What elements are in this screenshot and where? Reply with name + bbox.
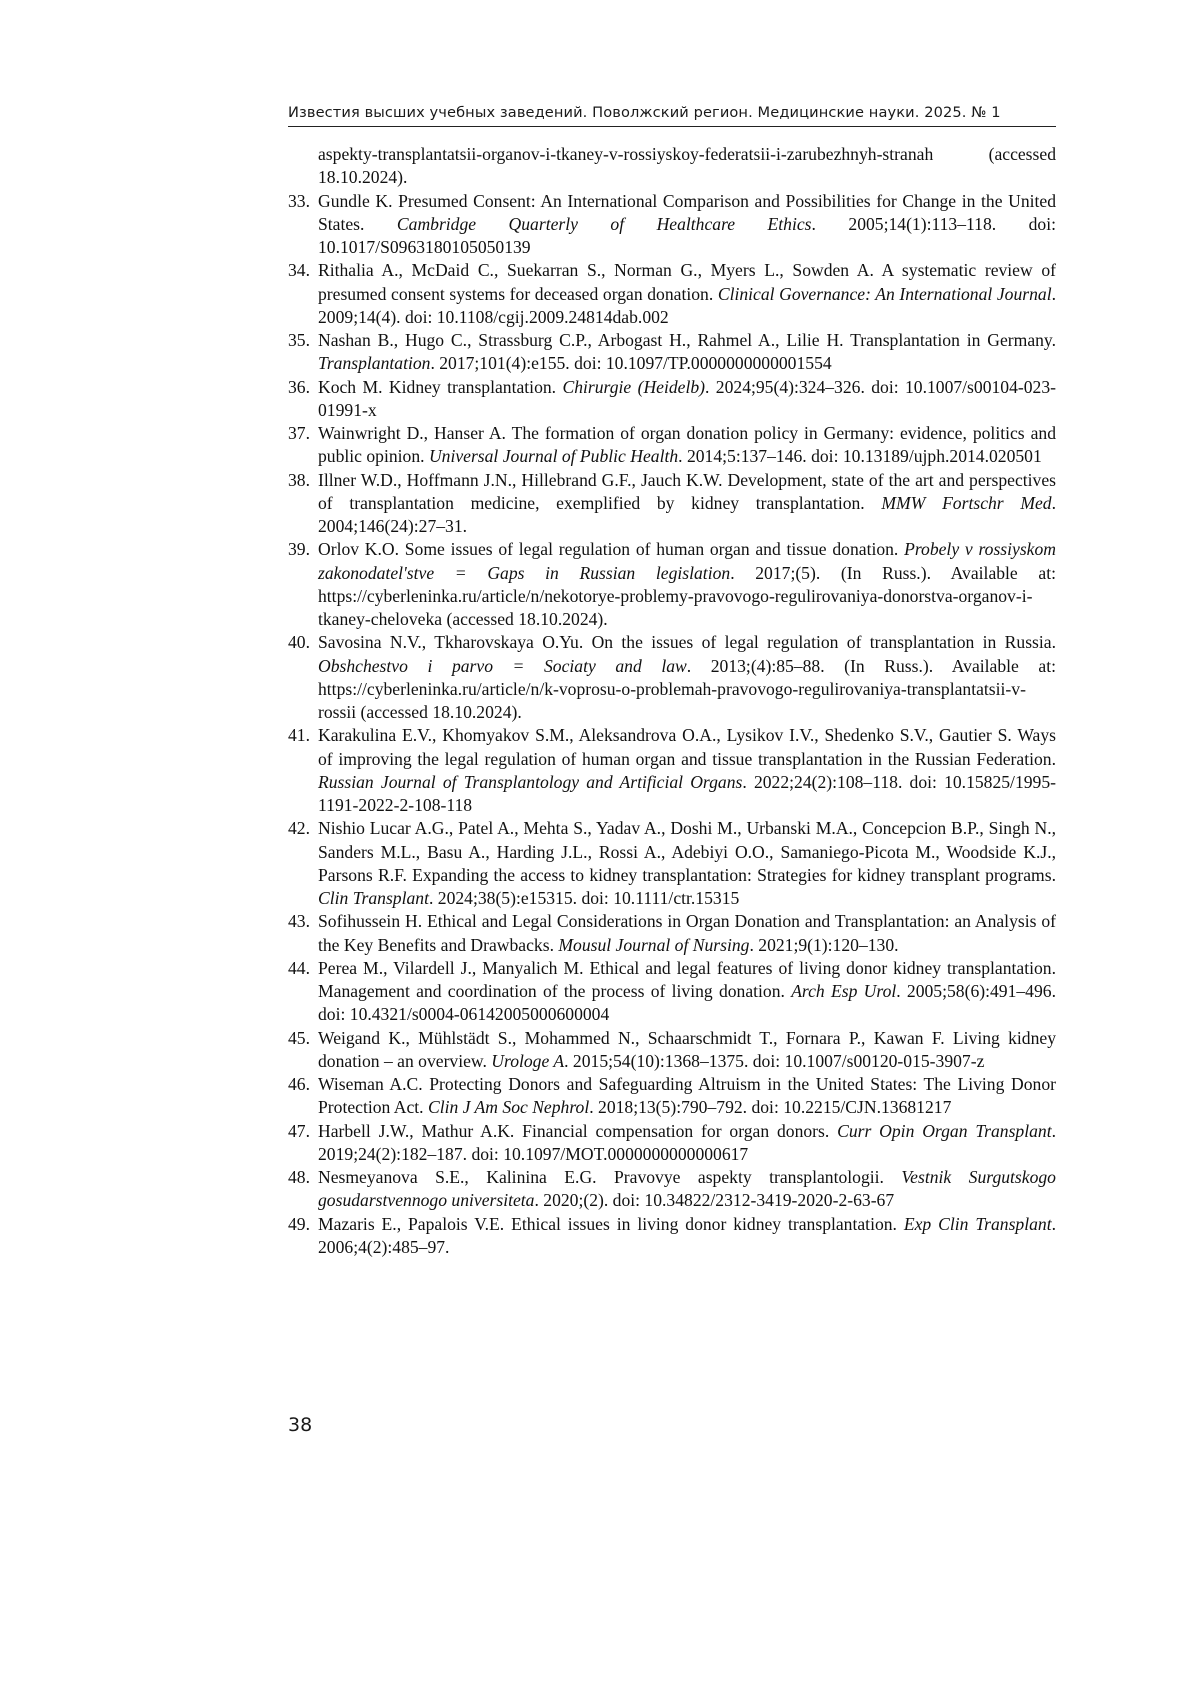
- reference-list: [288, 143, 1056, 1259]
- reference-item: [288, 538, 1056, 631]
- reference-number: 42.: [288, 818, 310, 839]
- reference-journal: Exp Clin Transplant: [903, 1213, 1052, 1234]
- reference-journal: Universal Journal of Public Health: [428, 446, 679, 467]
- reference-details: . 2005;14(1):113–118. doi: 10.1017/S0963180105050139: [318, 213, 1056, 257]
- reference-number: 43.: [288, 911, 310, 932]
- reference-details: . 2024;38(5):e15315. doi: 10.1111/ctr.15315: [428, 888, 740, 908]
- reference-item: [288, 957, 1056, 1027]
- reference-number: 41.: [288, 725, 310, 746]
- reference-number: 48.: [288, 1167, 310, 1187]
- reference-authors-title: Orlov K.O. Some issues of legal regulation of human organ and tissue donation.: [318, 539, 905, 560]
- reference-number: 46.: [288, 1074, 310, 1094]
- reference-authors-title: Rithalia A., McDaid C., Suekarran S., Norman G., Myers L., Sowden A. A systematic review of presumed consent systems for deceased organ donation.: [318, 260, 1056, 304]
- reference-item: [288, 631, 1056, 724]
- reference-journal: Obshchestvo i parvo = Sociaty and law: [318, 655, 687, 676]
- reference-item: [288, 376, 1056, 423]
- reference-continuation: aspekty-transplantatsii-organov-i-tkaney-v-rossiyskoy-federatsii-i-zarubezhnyh-stranah (accessed 18.10.2024).: [318, 144, 1056, 188]
- reference-journal: Vestnik Surgutskogo gosudarstvennogo universiteta: [318, 1167, 1056, 1211]
- reference-number: 39.: [288, 539, 310, 560]
- reference-details: . 2005;58(6):491–496. doi: 10.4321/s0004-06142005000600004: [318, 981, 1056, 1025]
- reference-item: [288, 1120, 1056, 1167]
- reference-item: [288, 190, 1056, 260]
- reference-details: . 2014;5:137–146. doi: 10.13189/ujph.2014.020501: [678, 446, 1042, 467]
- reference-journal: Clinical Governance: An International Journal: [717, 283, 1052, 304]
- reference-details: . 2017;(5). (In Russ.). Available at: https://cyberleninka.ru/article/n/nekotorye-problemy-pravovogo-regulirovaniya-donorstva-organov-i-tkaney-cheloveka (accessed 18.10.2024).: [318, 562, 1056, 629]
- reference-item: [288, 329, 1056, 376]
- reference-details: . 2024;95(4):324–326. doi: 10.1007/s00104-023-01991-x: [318, 376, 1057, 420]
- reference-journal: Arch Esp Urol: [791, 981, 897, 1001]
- reference-item: [288, 910, 1056, 957]
- reference-authors-title: Wiseman A.C. Protecting Donors and Safeguarding Altruism in the United States: The Living Donor Protection Act.: [318, 1074, 1056, 1118]
- reference-number: 33.: [288, 190, 310, 211]
- reference-journal: Russian Journal of Transplantology and Artificial Organs: [318, 771, 743, 792]
- reference-authors-title: Perea M., Vilardell J., Manyalich M. Ethical and legal features of living donor kidney transplantation. Management and coordination of the process of living donation.: [318, 957, 1056, 1001]
- reference-item: [288, 817, 1056, 910]
- reference-details: . 2018;13(5):790–792. doi: 10.2215/CJN.13681217: [589, 1097, 952, 1118]
- reference-details: . 2019;24(2):182–187. doi: 10.1097/MOT.0000000000000617: [318, 1120, 1057, 1164]
- reference-number: 38.: [288, 469, 310, 490]
- reference-details: . 2009;14(4). doi: 10.1108/cgij.2009.24814dab.002: [318, 283, 1056, 327]
- reference-item: [288, 469, 1056, 539]
- reference-journal: MMW Fortschr Med: [881, 492, 1052, 513]
- reference-authors-title: Illner W.D., Hoffmann J.N., Hillebrand G.F., Jauch K.W. Development, state of the art and perspectives of transplantation medicine, exemplified by kidney transplantation.: [318, 469, 1056, 513]
- reference-journal: Clin Transplant: [318, 888, 429, 908]
- reference-journal: Clin J Am Soc Nephrol: [427, 1097, 590, 1118]
- reference-journal: Cambridge Quarterly of Healthcare Ethics: [396, 213, 812, 234]
- reference-item: [288, 1073, 1056, 1120]
- reference-journal: Mousul Journal of Nursing: [558, 934, 750, 955]
- reference-item: [288, 259, 1056, 329]
- reference-number: 47.: [288, 1120, 310, 1141]
- reference-authors-title: Nesmeyanova S.E., Kalinina E.G. Pravovye aspekty transplantologii.: [318, 1167, 902, 1187]
- reference-authors-title: Wainwright D., Hanser A. The formation of organ donation policy in Germany: evidence, politics and public opinion.: [318, 423, 1056, 467]
- reference-authors-title: Koch M. Kidney transplantation.: [318, 376, 563, 397]
- reference-number: 45.: [288, 1027, 310, 1048]
- reference-number: 36.: [288, 376, 310, 397]
- reference-journal: Probely v rossiyskom zakonodatel'stve = Gaps in Russian legislation: [318, 539, 1056, 583]
- reference-authors-title: Weigand K., Mühlstädt S., Mohammed N., Schaarschmidt T., Fornara P., Kawan F. Living kidney donation – an overview.: [318, 1027, 1056, 1071]
- reference-details: . 2015;54(10):1368–1375. doi: 10.1007/s00120-015-3907-z: [564, 1050, 985, 1071]
- reference-item: [288, 1166, 1056, 1213]
- reference-journal: Transplantation: [318, 353, 431, 374]
- reference-items: [288, 190, 1056, 1260]
- reference-details: . 2022;24(2):108–118. doi: 10.15825/1995-1191-2022-2-108-118: [318, 771, 1056, 815]
- reference-authors-title: Savosina N.V., Tkharovskaya O.Yu. On the issues of legal regulation of transplantation in Russia.: [318, 632, 1056, 653]
- reference-authors-title: Karakulina E.V., Khomyakov S.M., Aleksandrova O.A., Lysikov I.V., Shedenko S.V., Gautier S. Ways of improving the legal regulation of human organ and tissue transplantation in the Russian Federation.: [318, 725, 1056, 769]
- reference-journal: Curr Opin Organ Transplant: [837, 1120, 1052, 1141]
- header-rule: [288, 126, 1056, 127]
- reference-details: . 2013;(4):85–88. (In Russ.). Available at: https://cyberleninka.ru/article/n/k-voprosu-o-problemah-pravovogo-regulirovaniya-transplantatsii-v-rossii (accessed 18.10.2024).: [318, 655, 1056, 722]
- reference-number: 49.: [288, 1213, 310, 1234]
- reference-details: . 2006;4(2):485–97.: [318, 1213, 1056, 1257]
- running-header: Известия высших учебных заведений. Поволжский регион. Медицинские науки. 2025. № 1: [288, 104, 1001, 121]
- page-number: 38: [288, 1414, 313, 1436]
- reference-details: . 2020;(2). doi: 10.34822/2312-3419-2020-2-63-67: [534, 1190, 895, 1211]
- reference-authors-title: Harbell J.W., Mathur A.K. Financial compensation for organ donors.: [318, 1120, 838, 1141]
- reference-authors-title: Sofihussein H. Ethical and Legal Considerations in Organ Donation and Transplantation: an Analysis of the Key Benefits and Drawbacks.: [318, 911, 1056, 955]
- reference-number: 35.: [288, 330, 310, 350]
- reference-item: [288, 724, 1056, 817]
- reference-details: . 2021;9(1):120–130.: [749, 934, 899, 955]
- reference-number: 34.: [288, 260, 310, 281]
- reference-number: 37.: [288, 423, 310, 443]
- reference-number: 40.: [288, 632, 310, 653]
- reference-item: [288, 1027, 1056, 1074]
- reference-item: [288, 1213, 1056, 1260]
- reference-journal: Urologe A: [491, 1050, 565, 1071]
- reference-number: 44.: [288, 957, 310, 978]
- reference-journal: Chirurgie (Heidelb): [562, 376, 706, 397]
- reference-details: . 2004;146(24):27–31.: [318, 492, 1057, 536]
- reference-authors-title: Gundle K. Presumed Consent: An International Comparison and Possibilities for Change in the United States.: [318, 190, 1056, 234]
- reference-item: [288, 422, 1056, 469]
- reference-authors-title: Nishio Lucar A.G., Patel A., Mehta S., Yadav A., Doshi M., Urbanski M.A., Concepcion B.P., Singh N., Sanders M.L., Basu A., Harding J.L., Rossi A., Adebiyi O.O., Samaniego-Picota M., Woodside K.J., Parsons R.F. Expanding the access to kidney transplantation: Strategies for kidney transplant programs.: [318, 818, 1056, 885]
- reference-details: . 2017;101(4):e155. doi: 10.1097/TP.0000000000001554: [430, 353, 832, 374]
- reference-authors-title: Mazaris E., Papalois V.E. Ethical issues in living donor kidney transplantation.: [318, 1213, 904, 1234]
- reference-authors-title: Nashan B., Hugo C., Strassburg C.P., Arbogast H., Rahmel A., Lilie H. Transplantation in Germany.: [318, 330, 1056, 350]
